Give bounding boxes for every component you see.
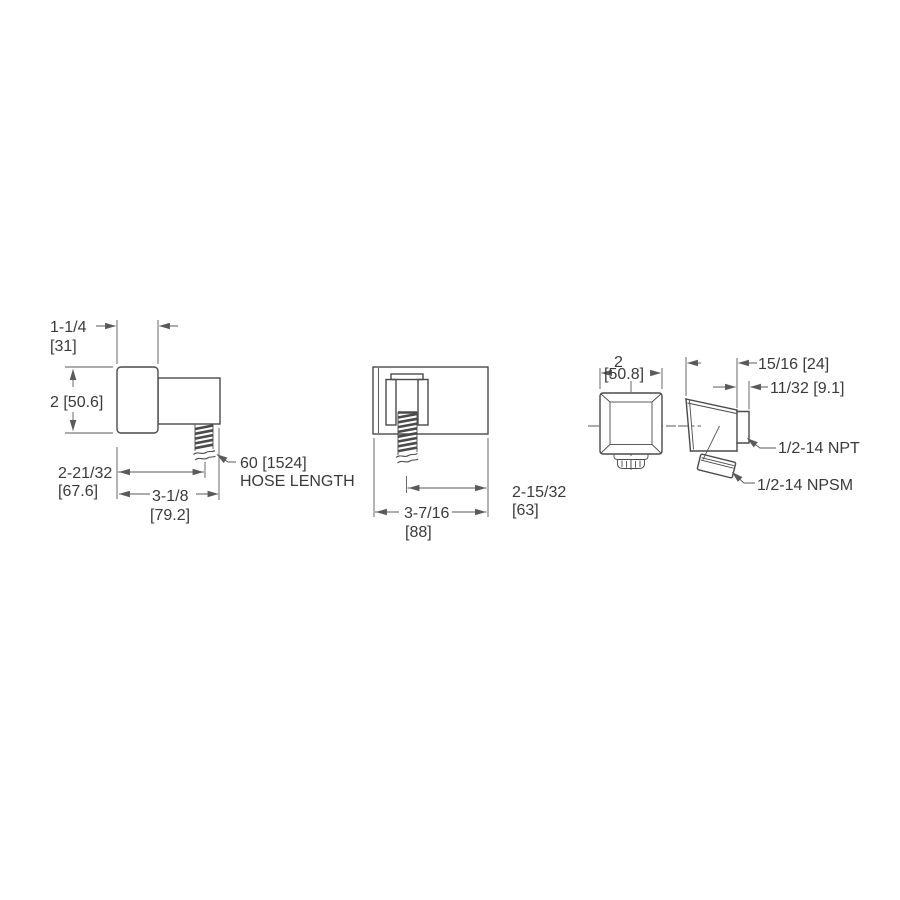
- hose-length-value: 60 [1524]: [240, 455, 307, 472]
- outlet-axis-centerline: [703, 426, 720, 460]
- escutcheon-side-view: [678, 356, 860, 494]
- dim-elbow-height-label: 2 [50.6]: [50, 394, 104, 411]
- dim-overall-width-mm: [88]: [405, 524, 432, 541]
- hose-threads-side: [194, 424, 216, 460]
- dim-hose-offset-in: 2-15/32: [512, 484, 567, 501]
- elbow-side-view: [50, 319, 355, 524]
- npsm-outlet-fitting: [697, 454, 736, 478]
- dim-flange-width-mm: [31]: [50, 338, 77, 355]
- dim-npt-protrusion-label: 11/32 [9.1]: [770, 380, 845, 397]
- dim-overall-depth-mm: [79.2]: [150, 507, 191, 524]
- dim-escutcheon-width-mm: [50.8]: [604, 366, 645, 383]
- wall-flange-side: [117, 367, 158, 433]
- dim-flange-width-in: 1-1/4: [50, 319, 87, 336]
- elbow-body-front: [373, 367, 488, 434]
- elbow-front-view: [373, 367, 566, 541]
- elbow-body-side: [158, 378, 220, 424]
- hose-length-caption: HOSE LENGTH: [240, 473, 355, 490]
- dim-npt-protrusion: [713, 380, 844, 410]
- npt-thread-label: 1/2-14 NPT: [778, 440, 860, 457]
- npsm-thread-callout: [733, 473, 854, 495]
- hose-length-note: [217, 455, 355, 491]
- dim-hose-center-offset-in: 2-21/32: [58, 465, 113, 482]
- dim-elbow-height: [50, 367, 113, 433]
- dim-hose-center-offset-mm: [67.6]: [58, 483, 99, 500]
- dim-overall-width-in: 3-7/16: [404, 505, 450, 522]
- npt-thread-callout: [748, 439, 861, 458]
- escutcheon-front-view: [588, 354, 676, 473]
- dim-overall-depth-in: 3-1/8: [152, 488, 189, 505]
- dim-hose-offset-mm: [63]: [512, 502, 539, 519]
- dim-escutcheon-depth-label: 15/16 [24]: [758, 356, 830, 373]
- npsm-thread-label: 1/2-14 NPSM: [757, 477, 854, 494]
- npt-inlet-fitting: [737, 412, 749, 444]
- dim-overall-width: [374, 438, 487, 541]
- dim-flange-width: [50, 319, 178, 364]
- hose-nut-front: [614, 454, 648, 469]
- dim-escutcheon-width-in: 2: [614, 354, 623, 371]
